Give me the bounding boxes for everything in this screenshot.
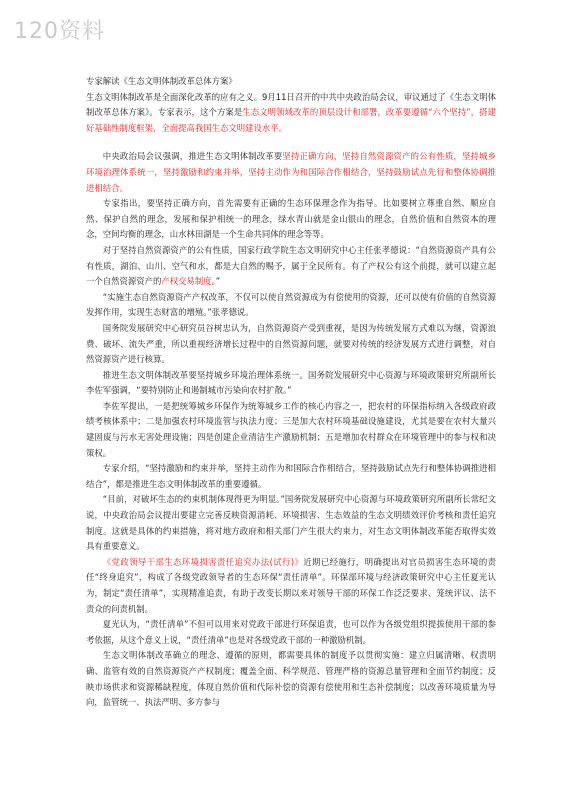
paragraph-text: 夏光认为，“责任清单”不但可以用来对党政干部进行环保追责，也可以作为各级党组织提拔使用干部的参考依据，从这个意义上说，“责任清单”也是对各级党政干部的一种激励机制。 <box>86 619 496 645</box>
paragraph-text: 。” <box>211 276 221 287</box>
document-body <box>86 74 496 711</box>
paragraph-text: 专家指出，要坚持正确方向，首先需要有正确的生态环保理念作为指导。比如要树立尊重自然、顺应自然、保护自然的理念，发展和保护相统一的理念，绿水青山就是金山银山的理念，自然价值和自然资本的理念，空间均衡的理念，山水林田湖是一个生命共同体的理念等等。 <box>86 198 496 240</box>
highlighted-text: 坚持正确方向，坚持自然资源资产的公有性质，坚持城乡环境治理体系统一，坚持激励和约束并举，坚持主动作为和国际合作相结合，坚持鼓励试点先行和整体协调推进相结合。 <box>86 151 497 193</box>
paragraph-text: 生态文明体制改革是全面深化改革的应有之义。9月11日召开的中共中央政治局会议，审议通过了《生态文明体制改革总体方案》。专家表示，这个方案是 <box>86 91 496 118</box>
paragraph-text: 国务院发展研究中心研究员谷树忠认为，自然资源资产受到重视，是因为传统发展方式难以为继，资源浪费、破坏、流失严重，所以重视经济增长过程中的自然资源问题，就要对传统的经济发展方式进行调整，对自然资源资产进行核算。 <box>86 322 496 365</box>
paragraph <box>86 648 496 710</box>
paragraph-list <box>86 90 496 711</box>
highlighted-text: 生态文明领域改革的顶层设计和部署，改革要遵循“六个坚持”，搭建好基础性制度框架，全面提高我国生态文明建设水平。 <box>86 107 496 133</box>
paragraph <box>86 90 496 137</box>
paragraph-text: 对于坚持自然资源资产的公有性质，国家行政学院生态文明研究中心主任张孝德说：“自然资源资产具有公有性质，湖泊、山川、空气和水，都是大自然的赐予，属于全民所有。有了产权公有这个前提，就可以建立起一个自然资源资产的 <box>86 244 496 287</box>
paragraph <box>86 321 496 368</box>
paragraph <box>86 492 496 554</box>
paragraph <box>86 243 496 290</box>
paragraph-text: 中央政治局会议强调，推进生态文明体制改革要 <box>102 151 283 162</box>
paragraph <box>86 399 496 461</box>
paragraph-text: 推进生态文明体制改革要坚持城乡环境治理体系统一。国务院发展研究中心资源与环境政策研究所副所长李佐军强调，“要特别防止和遏制城市污染向农村扩散。” <box>86 369 496 396</box>
paragraph <box>86 290 496 321</box>
highlighted-text: 产权交易制度 <box>161 276 212 287</box>
paragraph <box>86 555 496 617</box>
paragraph <box>86 617 496 648</box>
paragraph <box>86 149 496 196</box>
paragraph-spacer <box>86 136 496 149</box>
paragraph <box>86 196 496 243</box>
watermark-logo: 120资料 <box>14 19 105 44</box>
paragraph-text: 李佐军提出，一是把统筹城乡环保作为统筹城乡工作的核心内容之一，把农村的环保指标纳入各级政府政绩考核体系中；二是加强农村环境监管与执法力度；三是加大农村环境基础设施建设，尤其是要在农村大量兴建固废与污水无害处理设施；四是创建企业清洁生产激励机制；五是增加农村群众在环境管理中的参与权和决策权。 <box>86 400 496 458</box>
highlighted-text: 《党政领导干部生态环境损害责任追究办法(试行)》 <box>102 556 304 567</box>
paragraph-text: 专家介绍，“坚持激励和约束并举，坚持主动作为和国际合作相结合，坚持鼓励试点先行和整体协调推进相结合”，都是推进生态文明体制改革的重要遵循。 <box>86 463 496 489</box>
paragraph-text: 生态文明体制改革确立的理念、遵循的原则，都需要具体的制度予以贯彻实施：建立归属清晰、权责明确、监管有效的自然资源资产产权制度；覆盖全面、科学规范、管理严格的资源总量管理和全面节约制度；反映市场供求和资源稀缺程度，体现自然价值和代际补偿的资源有偿使用和生态补偿制度；以改善环境质量为导向，监管统一、执法严明、多方参与 <box>86 650 496 708</box>
paragraph-text: “实施生态自然资源资产产权改革，不仅可以使自然资源成为有偿使用的资源，还可以使有价值的自然资源发挥作用，实现生态财富的增殖。”张孝德说。 <box>86 291 496 318</box>
document-title: 专家解读《生态文明体制改革总体方案》 <box>86 76 237 86</box>
paragraph <box>86 368 496 399</box>
paragraph-text: 近期已经施行，明确提出对官员损害生态环境的责任“终身追究”，构成了各级党政领导者的生态环保“责任清单”。环保部环境与经济政策研究中心主任夏光认为，制定“责任清单”，实现精准追责，有助于改变长期以来对领导干部的环保工作泛泛要求、笼统评议、法不责众的问责机制。 <box>86 556 496 614</box>
paragraph-text: “目前，对破坏生态的约束机制体现得更为明显。”国务院发展研究中心资源与环境政策研究所副所长常纪文说，中央政治局会议提出要建立完善反映资源消耗、环境损害、生态效益的生态文明绩效评价考核和责任追究制度。这就是具体的约束措施，将对地方政府和相关部门产生很大约束力，对生态文明体制改革能否取得实效具有重要意义。 <box>86 494 496 552</box>
paragraph <box>86 461 496 492</box>
